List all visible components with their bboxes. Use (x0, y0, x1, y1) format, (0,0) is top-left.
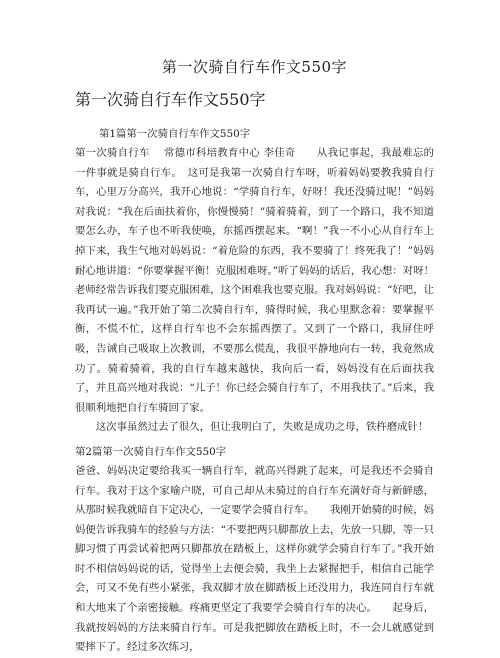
section-1-heading: 第1篇第一次骑自行车作文550字 (99, 128, 251, 140)
section-1-paragraph-2: 这次事虽然过去了很久，但让我明白了，失败是成功之母，铁杵磨成针！ (95, 421, 429, 434)
section-2-heading: 第2篇第一次骑自行车作文550字 (75, 445, 227, 458)
section-2-paragraph-1: 爸爸、妈妈决定要给我买一辆自行车，就高兴得跳了起来，可是我还不会骑自行车。我对于这个家喻户晓，可自己却从未骑过的自行车充满好奇与新鲜感，从那时候我就暗自下定决心，一定要学会骑自行车。 我刚开始骑的时候，妈妈便告诉我骑车的经验与方法：“不要把两只脚都放上去，先放一只脚，等一只脚习惯了再尝试着把两只脚都放在踏板上，这样你就学会骑自行车了。”我开始时不相信妈妈说的话，觉得坐上去便会骑，我坐上去紧握把手，相信自己能学会，可又不免有些小紧张，我双脚才放在脚踏板上还没用力，我连同自行车就和大地来了个亲密接触。疼痛更坚定了我要学会骑自行车的决心。 起身后，我就按妈妈的方法来骑自行车。可是我把脚放在踏板上时，不一会儿就感觉到要摔下了。经过多次练习， (75, 464, 434, 654)
document-subtitle: 第一次骑自行车作文550字 (75, 90, 266, 109)
document-title: 第一次骑自行车作文550字 (161, 58, 348, 76)
section-1-paragraph-1: 第一次骑自行车 常德市科培教育中心 李佳奇 从我记事起，我最难忘的一件事就是骑自行车。 这可是我第一次骑自行车呀，听着妈妈要教我骑自行车，心里万分高兴，我开心地说：“学骑自行车，好呀！我还没骑过呢！”妈妈对我说：“我在后面扶着你，你慢慢骑！”骑着骑着，到了一个路口，我不知道要怎么办，车子也不听我使唤，东摇西摆起来。“啊！”我一不小心从自行车上掉下来，我生气地对妈妈说：“着危险的东西，我不要骑了！终死我了！”妈妈耐心地讲道：“你要掌握平衡！克服困难呀。”听了妈妈的话后，我心想：对呀！老师经常告诉我们要克服困难，这个困难我也要克服。我对妈妈说：“好吧，让我再试一遍。”我开始了第二次骑自行车，骑得时候，我心里默念着：要掌握平衡，不慌不忙，这样自行车也不会东摇西摆了。又到了一个路口，我屏住呼吸，告诫自己吸取上次教训，不要那么慌乱，我很平静地向右一转，我竟然成功了。骑着骑着，我的自行车越来越快，我向后一看，妈妈没有在后面扶我了，并且高兴地对我说：“儿子！你已经会骑自行车了，不用我扶了。”后来，我很顺利地把自行车骑回了家。 (75, 147, 434, 414)
